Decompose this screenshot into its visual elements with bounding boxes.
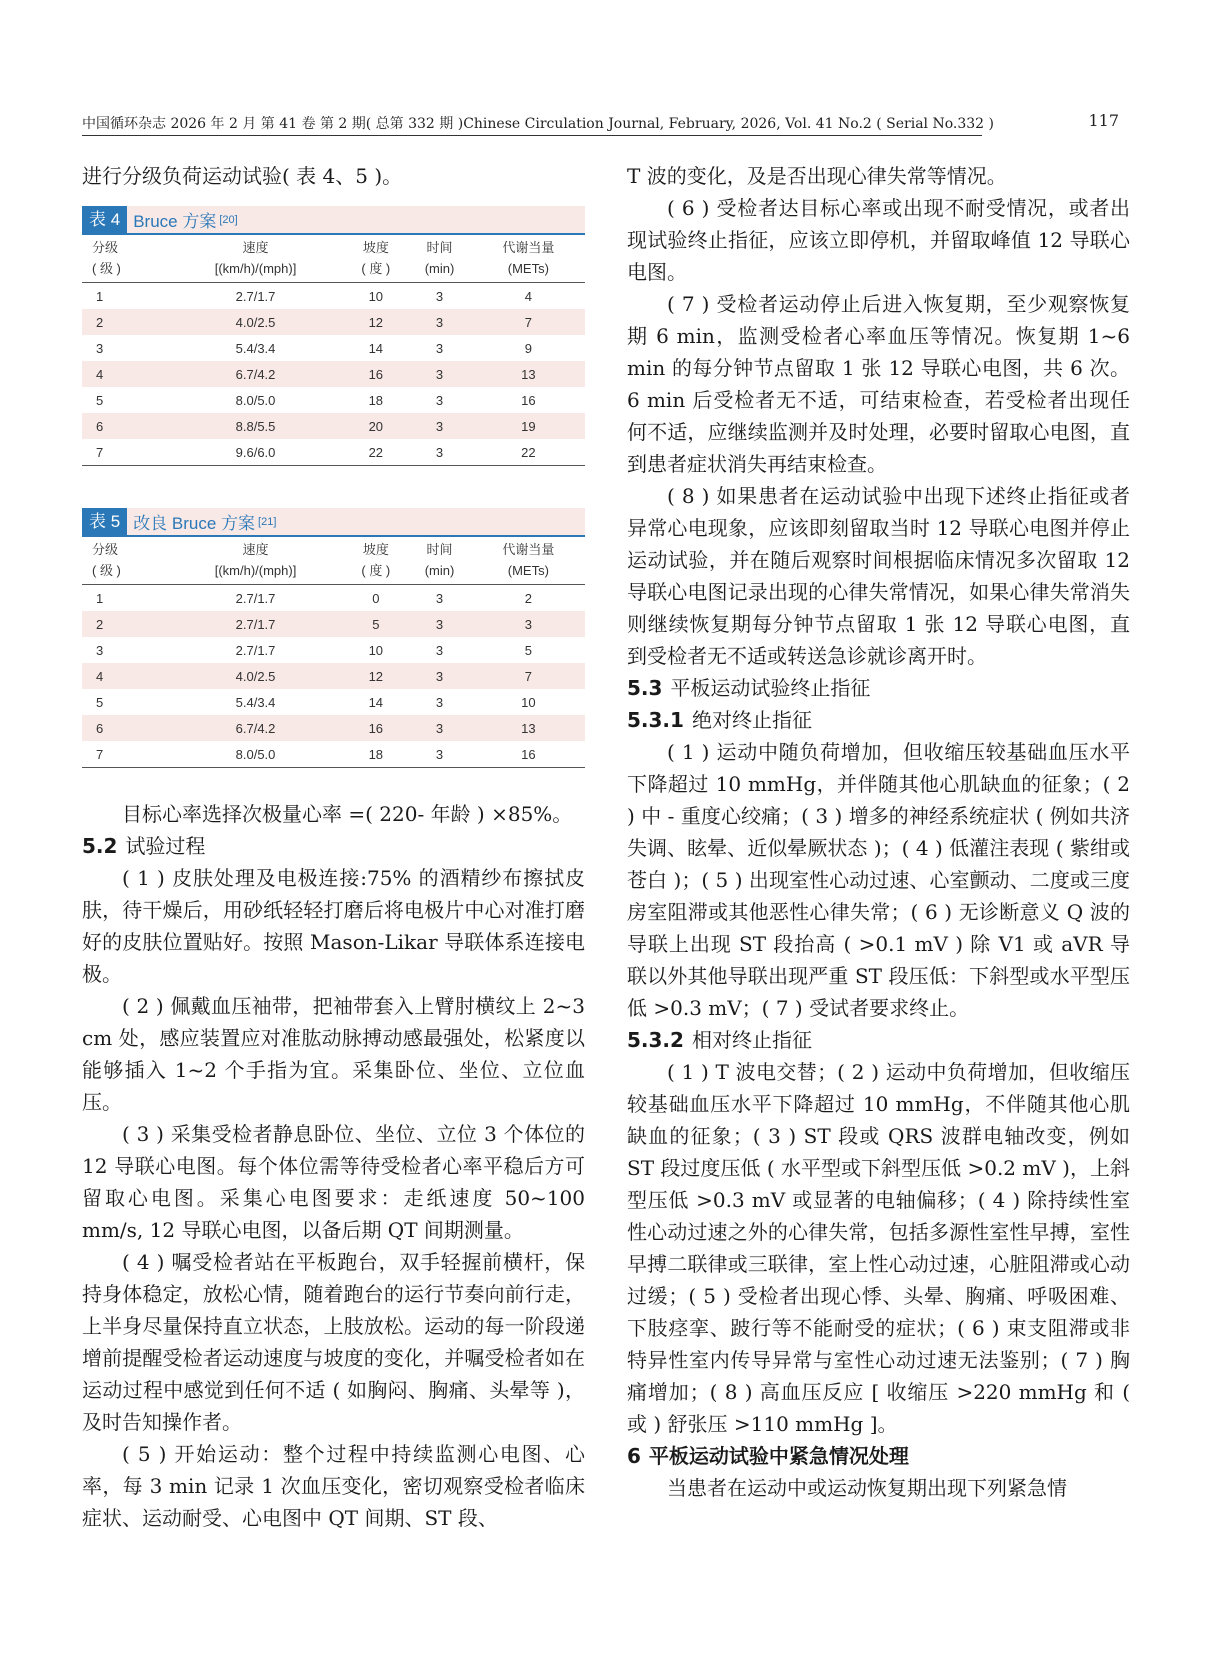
table-cell: 4.0/2.5 [167,309,345,335]
table-cell: 4 [82,361,167,387]
table-cell: 3 [472,611,585,637]
table-cell: 5.4/3.4 [235,340,276,356]
step-1-paragraph: ( 1 ) 皮肤处理及电极连接:75% 的酒精纱布擦拭皮肤，待干燥后，用砂纸轻轻打磨后将电极片中心对准打磨好的皮肤位置贴好。按照 Mason-Likar 导联体系连接电极。 [82,866,585,986]
table-cell: 16 [344,361,407,387]
left-column [82,160,585,1534]
table-cell: 3 [407,413,471,439]
table-cell: 7 [472,663,585,689]
table-cell: 4 [82,663,167,689]
table-cell: 1 [96,288,104,304]
table-5-ref: [21] [258,515,277,528]
table-cell: 3 [435,590,444,606]
table-cell: 16 [472,741,585,768]
table-cell: 3 [96,642,104,658]
table-cell: 4 [524,288,532,304]
table-cell: 2.7/1.7 [167,611,345,637]
table-cell: 4.0/2.5 [167,663,345,689]
table-row [82,741,585,768]
section-5-2-heading: 5.2 试验过程 [82,834,206,858]
relative-termination-paragraph: ( 1 ) T 波电交替；( 2 ) 运动中负荷增加，但收缩压较基础血压水平下降超过 10 mmHg，不伴随其他心肌缺血的征象；( 3 ) ST 段或 QRS 波群电轴改变，例如 ST 段过度压低 ( 水平型或下斜型压低 >0.2 mV )，上斜型压低 >0.3 mV 或显著的电轴偏移；( 4 ) 除持续性室性心动过速之外的心律失常，包括多源性室性早搏，室性早搏二联律或三联律，室上性心动过速，心脏阻滞或心动过缓；( 5 ) 受检者出现心悸、头晕、胸痛、呼吸困难、下肢痉挛、跛行等不能耐受的症状；( 6 ) 束支阻滞或非特异性室内传导异常与室性心动过速无法鉴别；( 7 ) 胸痛增加；( 8 ) 高血压反应 [ 收缩压 >220 mmHg 和 ( 或 ) 舒张压 >110 mmHg ]。 [627,1060,1130,1436]
intro-paragraph: 进行分级负荷运动试验( 表 4、5 )。 [82,164,403,188]
table-cell: 14 [368,340,384,356]
table-cell: 3 [407,309,471,335]
table-cell: 6 [82,715,167,741]
table-5 [82,508,585,768]
section-5-3-heading: 5.3 平板运动试验终止指征 [627,676,871,700]
table-cell: 14 [368,694,384,710]
table-4 [82,206,585,466]
col-header-time: 时间 (min) [407,537,471,585]
table-cell: 6.7/4.2 [167,715,345,741]
table-header-row [82,537,585,585]
step-6-paragraph: ( 6 ) 受检者达目标心率或出现不耐受情况，或者出现试验终止指征，应该立即停机，并留取峰值 12 导联心电图。 [627,196,1130,284]
table-5-caption [82,508,585,537]
col-header-grade-angle: 坡度 ( 度 ) [344,537,407,585]
table-cell: 2.7/1.7 [235,288,276,304]
table-cell: 3 [407,439,471,466]
table-4-grid [82,235,585,466]
table-cell: 8.0/5.0 [167,741,345,768]
table-cell: 3 [96,340,104,356]
table-row [82,611,585,637]
section-5-3-1-heading: 5.3.1 绝对终止指征 [627,708,812,732]
table-cell: 2.7/1.7 [235,590,276,606]
table-cell: 10 [368,288,384,304]
table-cell: 3 [407,715,471,741]
table-cell: 3 [435,642,444,658]
table-4-label: 表 4 [82,206,127,233]
emergency-paragraph: 当患者在运动中或运动恢复期出现下列紧急情 [667,1476,1067,1500]
step-8-paragraph: ( 8 ) 如果患者在运动试验中出现下述终止指征或者异常心电现象，应该即刻留取当时 12 导联心电图并停止运动试验，并在随后观察时间根据临床情况多次留取 12 导联心电图记录出现的心律失常情况，如果心律失常消失则继续恢复期每分钟节点留取 1 张 12 导联心电图，直到受检者无不适或转送急诊就诊离开时。 [627,484,1130,668]
table-cell: 7 [82,439,167,466]
table-cell: 8.0/5.0 [235,392,276,408]
table-header-row [82,235,585,283]
table-cell: 9.6/6.0 [167,439,345,466]
table-cell: 16 [344,715,407,741]
col-header-grade: 分级 ( 级 ) [82,235,167,283]
table-cell: 3 [435,694,444,710]
table-row [82,715,585,741]
running-head: 中国循环杂志 2026 年 2 月 第 41 卷 第 2 期( 总第 332 期 )Chinese Circulation Journal, February, 2026, Vol. 41 No.2 ( Serial No.332 ) [82,116,994,132]
table-cell: 8.8/5.5 [167,413,345,439]
table-cell: 1 [96,590,104,606]
table-4-ref: [20] [219,213,238,226]
table-cell: 18 [368,392,384,408]
table-cell: 3 [407,663,471,689]
table-cell: 5 [96,392,104,408]
table-cell: 22 [344,439,407,466]
table-row [82,413,585,439]
table-cell: 3 [435,392,444,408]
table-cell: 3 [407,741,471,768]
col-header-mets: 代谢当量 (METs) [472,537,585,585]
table-cell: 7 [82,741,167,768]
table-cell: 3 [407,611,471,637]
table-cell: 18 [344,741,407,768]
table-cell: 0 [372,590,380,606]
table-cell: 3 [407,361,471,387]
table-cell: 5.4/3.4 [235,694,276,710]
table-cell: 10 [368,642,384,658]
table-cell: 2 [82,309,167,335]
table-row [82,361,585,387]
col-header-speed: 速度 [(km/h)/(mph)] [167,537,345,585]
step-5-continuation: T 波的变化，及是否出现心律失常等情况。 [627,164,1007,188]
col-header-speed: 速度 [(km/h)/(mph)] [167,235,345,283]
table-4-caption [82,206,585,235]
table-cell: 22 [472,439,585,466]
table-cell: 6 [82,413,167,439]
table-row [82,637,585,663]
table-cell: 16 [521,392,536,408]
col-header-grade-angle: 坡度 ( 度 ) [344,235,407,283]
table-cell: 2.7/1.7 [235,642,276,658]
step-7-paragraph: ( 7 ) 受检者运动停止后进入恢复期，至少观察恢复期 6 min，监测受检者心率血压等情况。恢复期 1~6 min 的每分钟节点留取 1 张 12 导联心电图，共 6 次。6 min 后受检者无不适，可结束检查，若受检者出现任何不适，应继续监测并及时处理，必要时留取心电图，直到患者症状消失再结束检查。 [627,292,1130,476]
table-cell: 9 [524,340,532,356]
header-rule [82,135,982,136]
col-header-grade: 分级 ( 级 ) [82,537,167,585]
table-row [82,689,585,715]
table-row [82,439,585,466]
table-row [82,387,585,413]
table-cell: 7 [472,309,585,335]
table-cell: 2 [82,611,167,637]
step-5-paragraph: ( 5 ) 开始运动：整个过程中持续监测心电图、心率，每 3 min 记录 1 次血压变化，密切观察受检者临床症状、运动耐受、心电图中 QT 间期、ST 段、 [82,1442,585,1530]
col-header-time: 时间 (min) [407,235,471,283]
section-6-heading: 6 平板运动试验中紧急情况处理 [627,1444,909,1468]
table-cell: 3 [435,340,444,356]
table-cell: 19 [472,413,585,439]
table-cell: 13 [472,361,585,387]
table-5-label: 表 5 [82,508,127,535]
table-cell: 20 [344,413,407,439]
table-cell: 2 [524,590,532,606]
col-header-mets: 代谢当量 (METs) [472,235,585,283]
table-5-grid [82,537,585,768]
step-3-paragraph: ( 3 ) 采集受检者静息卧位、坐位、立位 3 个体位的 12 导联心电图。每个体位需等待受检者心率平稳后方可留取心电图。采集心电图要求：走纸速度 50~100 mm/s, 12 导联心电图，以备后期 QT 间期测量。 [82,1122,585,1242]
step-4-paragraph: ( 4 ) 嘱受检者站在平板跑台，双手轻握前横杆，保持身体稳定，放松心情，随着跑台的运行节奏向前行走，上半身尽量保持直立状态，上肢放松。运动的每一阶段递增前提醒受检者运动速度与坡度的变化，并嘱受检者如在运动过程中感觉到任何不适 ( 如胸闷、胸痛、头晕等 )，及时告知操作者。 [82,1250,585,1434]
section-5-3-2-heading: 5.3.2 相对终止指征 [627,1028,812,1052]
target-heart-rate-paragraph: 目标心率选择次极量心率 =( 220- 年龄 ) ×85%。 [122,802,573,826]
table-cell: 12 [344,309,407,335]
table-cell: 6.7/4.2 [167,361,345,387]
table-row [82,585,585,612]
table-cell: 5 [344,611,407,637]
absolute-termination-paragraph: ( 1 ) 运动中随负荷增加，但收缩压较基础血压水平下降超过 10 mmHg，并伴随其他心肌缺血的征象；( 2 ) 中 - 重度心绞痛；( 3 ) 增多的神经系统症状 ( 例如共济失调、眩晕、近似晕厥状态 )；( 4 ) 低灌注表现 ( 紫绀或苍白 )；( 5 ) 出现室性心动过速、心室颤动、二度或三度房室阻滞或其他恶性心律失常；( 6 ) 无诊断意义 Q 波的导联上出现 ST 段抬高 ( >0.1 mV ) 除 V1 或 aVR 导联以外其他导联出现严重 ST 段压低：下斜型或水平型压低 >0.3 mV；( 7 ) 受试者要求终止。 [627,740,1130,1020]
table-cell: 5 [96,694,104,710]
table-4-title: Bruce 方案 [133,212,217,231]
table-cell: 13 [472,715,585,741]
table-cell: 3 [435,288,444,304]
right-column [627,160,1130,1504]
table-cell: 12 [344,663,407,689]
table-row [82,309,585,335]
table-row [82,663,585,689]
table-5-body [82,585,585,768]
step-2-paragraph: ( 2 ) 佩戴血压袖带，把袖带套入上臂肘横纹上 2~3 cm 处，感应装置应对准肱动脉搏动感最强处，松紧度以能够插入 1~2 个手指为宜。采集卧位、坐位、立位血压。 [82,994,585,1114]
page-number: 117 [1088,111,1119,130]
table-cell: 5 [524,642,532,658]
table-row [82,283,585,310]
table-cell: 10 [521,694,536,710]
table-row [82,335,585,361]
table-5-title: 改良 Bruce 方案 [133,514,256,533]
table-4-body [82,283,585,466]
